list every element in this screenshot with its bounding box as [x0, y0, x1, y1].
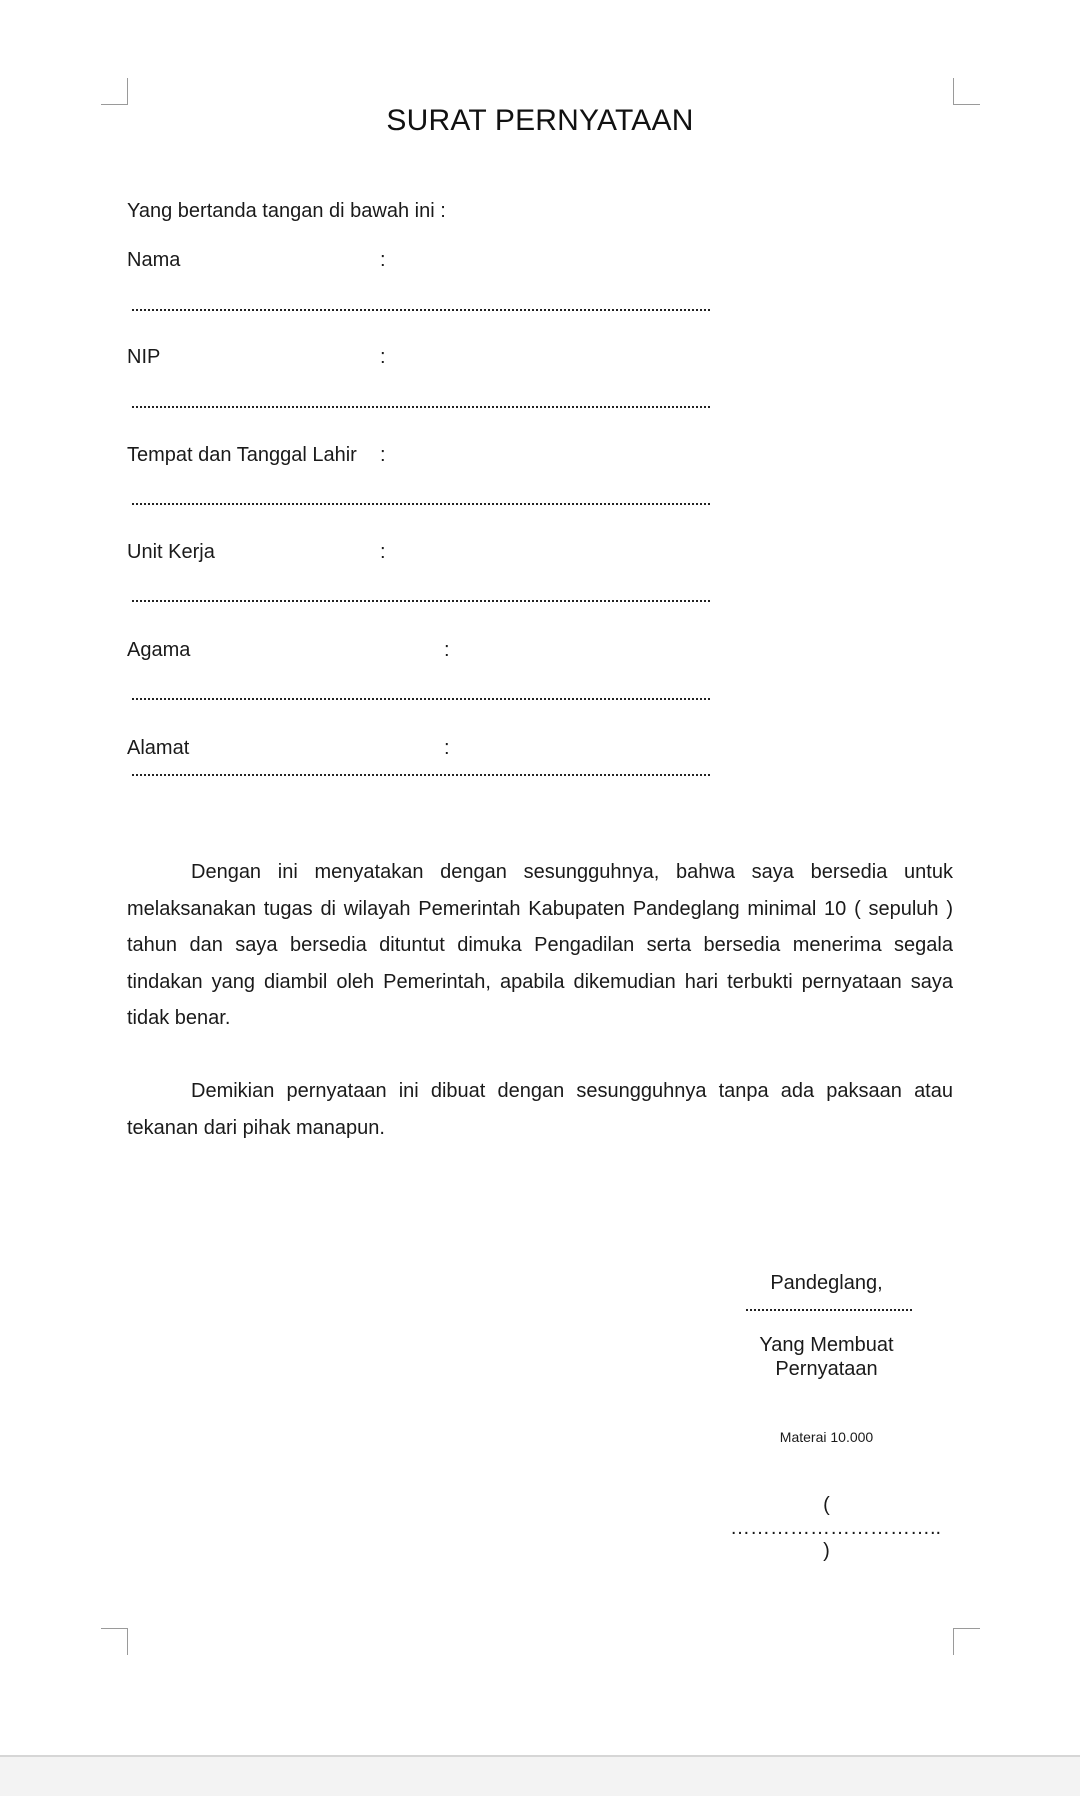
signature-name-placeholder: ( ………………………….. ): [730, 1494, 942, 1562]
field-blank-line-unit-kerja: [132, 600, 710, 602]
field-label-alamat: Alamat: [127, 737, 190, 759]
field-label-nip: NIP: [127, 346, 161, 368]
page-corner-mark-top-right: [953, 78, 980, 105]
field-blank-line-ttl: [132, 503, 710, 505]
field-colon-agama: :: [444, 639, 450, 661]
field-colon-nama: :: [380, 249, 386, 271]
signature-role: Yang Membuat Pernyataan: [759, 1334, 894, 1380]
field-label-ttl: Tempat dan Tanggal Lahir: [127, 444, 357, 466]
field-blank-line-nama: [132, 309, 710, 311]
signature-date-blank-line: [746, 1309, 912, 1311]
document-title: SURAT PERNYATAAN: [386, 104, 694, 137]
field-label-agama: Agama: [127, 639, 191, 661]
field-blank-line-agama: [132, 698, 710, 700]
page-corner-mark-bottom-right: [953, 1628, 980, 1655]
field-colon-unit-kerja: :: [380, 541, 386, 563]
intro-text: Yang bertanda tangan di bawah ini :: [127, 200, 446, 222]
field-colon-alamat: :: [444, 737, 450, 759]
page-corner-mark-bottom-left: [101, 1628, 128, 1655]
field-label-unit-kerja: Unit Kerja: [127, 541, 215, 563]
statement-paragraph: Dengan ini menyatakan dengan sesungguhnya, bahwa saya bersedia untuk melaksanakan tugas di wilayah Pemerintah Kabupaten Pandeglang minimal 10 ( sepuluh ) tahun dan saya bersedia dituntut dimuka Pengadilan serta bersedia menerima segala tindakan yang diambil oleh Pemerintah, apabila dikemudian hari terbukti pernyataan saya tidak benar.: [127, 861, 953, 1029]
field-blank-line-nip: [132, 406, 710, 408]
field-colon-ttl: :: [380, 444, 386, 466]
field-colon-nip: :: [380, 346, 386, 368]
closing-paragraph: Demikian pernyataan ini dibuat dengan sesungguhnya tanpa ada paksaan atau tekanan dari pihak manapun.: [127, 1080, 953, 1139]
stamp-duty-label: Materai 10.000: [779, 1429, 874, 1445]
signature-place: Pandeglang,: [770, 1272, 883, 1294]
field-blank-line-alamat: [132, 774, 710, 776]
field-label-nama: Nama: [127, 249, 181, 271]
page-corner-mark-top-left: [101, 78, 128, 105]
